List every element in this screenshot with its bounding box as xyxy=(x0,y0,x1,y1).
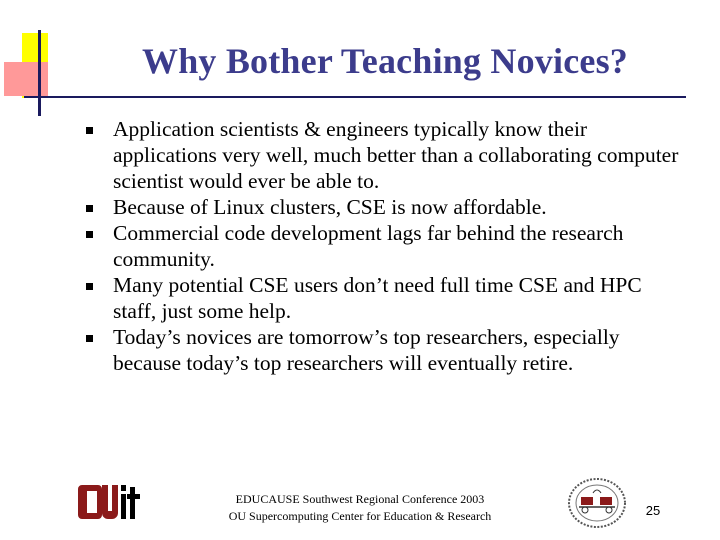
bullet-item xyxy=(86,220,686,272)
university-seal-icon xyxy=(567,477,627,529)
bullet-text: Many potential CSE users don’t need full time CSE and HPC staff, just some help. xyxy=(113,273,642,323)
footer-line-2: OU Supercomputing Center for Education & Research xyxy=(228,509,492,523)
bullet-text: Application scientists & engineers typically know their applications very well, much better than a collaborating computer scientist would ever be able to. xyxy=(113,117,679,193)
square-bullet-icon xyxy=(86,283,93,290)
square-bullet-icon xyxy=(86,335,93,342)
title-underline-rule xyxy=(24,96,686,98)
square-bullet-icon xyxy=(86,127,93,134)
footer-conference xyxy=(190,491,530,525)
square-bullet-icon xyxy=(86,205,93,212)
decor-vertical-rule xyxy=(38,30,41,116)
decor-red-square xyxy=(4,62,48,96)
slide-title: Why Bother Teaching Novices? xyxy=(142,41,628,81)
bullet-text: Today’s novices are tomorrow’s top researchers, especially because today’s top researchers will eventually retire. xyxy=(113,325,620,375)
bullet-text: Because of Linux clusters, CSE is now affordable. xyxy=(113,195,547,219)
bullet-item xyxy=(86,194,686,220)
bullet-item xyxy=(86,116,686,194)
bullet-text: Commercial code development lags far behind the research community. xyxy=(113,221,624,271)
square-bullet-icon xyxy=(86,231,93,238)
bullet-list xyxy=(86,116,686,376)
ou-it-logo xyxy=(78,481,142,523)
footer-line-1: EDUCAUSE Southwest Regional Conference 2003 xyxy=(235,492,485,506)
page-number: 25 xyxy=(645,503,661,518)
bullet-item xyxy=(86,324,686,376)
bullet-item xyxy=(86,272,686,324)
